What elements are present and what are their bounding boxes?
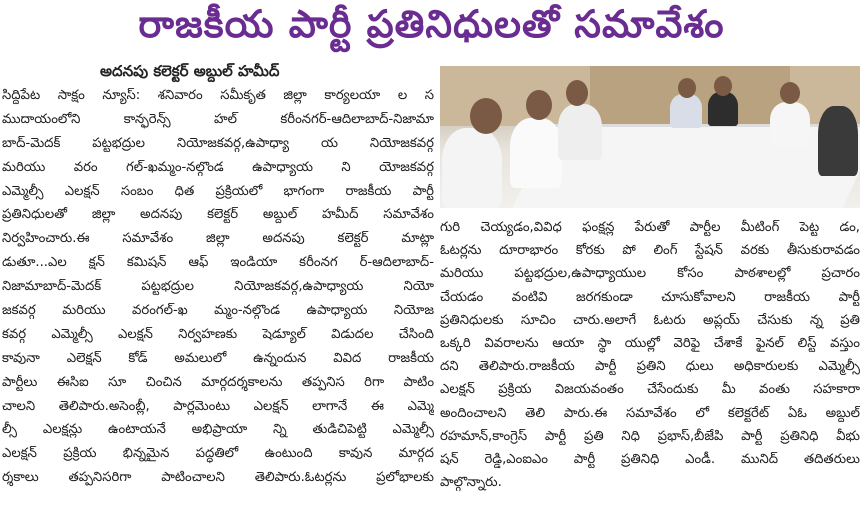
article-line: చేయడం వంటివి జరగకుండా చూసుకోవాలని రాజకీయ పార్టీ: [440, 289, 860, 305]
photo-person-head: [526, 90, 552, 120]
article-line: కావునా ఎలెక్షన్ కోడ్ అమలులో ఉన్నందున వివిద రాజకీయ: [2, 350, 434, 366]
photo-person: [558, 104, 602, 160]
article-line: బాద్-మెదక్ పట్టభద్రుల నియోజకవర్గ,ఉపాధ్యా య నియోజకవర్గ: [2, 135, 434, 151]
article-line: గురి చెయ్యడం,వివిధ ఫంక్షన్ల పేరుతో పార్టీల మీటింగ్ పెట్ట డం,: [440, 220, 860, 235]
article-line: డుతూ...ఎల క్షన్ కమిషన్ ఆఫ్ ఇండియా కరీంనగ ర్-ఆదిలాబాద్-: [2, 255, 434, 271]
byline: అదనపు కలెక్టర్ అబ్దుల్ హమీద్: [100, 62, 280, 80]
headline: రాజకీయ పార్టీ ప్రతినిధులతో సమావేశం: [138, 2, 725, 46]
photo-person: [670, 94, 702, 128]
article-line: పార్టీలు ఈసిఐ సూ చించిన మార్గదర్శకాలను తప్పనిస రిగా పాటిం: [2, 374, 434, 390]
article-line: ఎలక్షన్ ప్రక్రియ భిన్నమైన పద్ధతిలో ఉంటుంది కావున మార్గద: [2, 446, 434, 462]
photo-person-head: [470, 98, 502, 134]
article-line: ఓటర్లను దూరాభారం కోరకు పో లింగ్ స్టేషన్ వరకు తీసుకురావడం: [440, 243, 860, 259]
article-line: ఎలక్షన్ ప్రక్రియ విజయవంతం చేసేందుకు మీ వంతు సహకారా: [440, 382, 860, 398]
article-line: పాల్గొన్నారు.: [440, 475, 502, 491]
meeting-photo: [440, 66, 860, 208]
article-line: నిర్వహించారు.ఈ సమావేశం జిల్లా అదనపు కలెక్టర్ మాట్లా: [2, 231, 434, 247]
article-line: మరియు పట్టభద్రుల,ఉపాధ్యాయుల కోసం పాఠశాలల్లో ప్రచారం: [440, 266, 860, 282]
article-line: మరియు వరం గల్-ఖమ్మం-నల్గొండ ఉపాధ్యాయ ని యోజకవర్గ: [2, 159, 434, 175]
photo-person: [818, 106, 858, 176]
article-line: షన్ రెడ్డి,ఎంఐఎం పార్టీ ప్రతినిధి ఎండీ. మునిద్ తదితరులు: [440, 451, 860, 467]
photo-person: [442, 128, 502, 208]
article-line: ర్శకాలు తప్పనిసరిగా పాటించాలని తెలిపారు.ఓటర్లను ప్రలోభాలకు: [2, 470, 434, 486]
article-line: అందించాలని తెలి పారు.ఈ సమావేశం లో కలెక్టరేట్ ఏఓ అబ్దుల్: [440, 405, 860, 421]
article-line: ఒక్కరి వివరాలను ఆయా స్థా యుల్లో వెరిఫై చేశాకే ఫైనల్ లిస్ట్ వస్తుం: [440, 335, 860, 351]
article-line: దని తెలిపారు.రాజకీయ పార్టీ ప్రతిని ధులు అధికారులకు ఎమ్మెల్సీ: [440, 359, 860, 375]
photo-person-head: [780, 82, 800, 104]
article-line: ల్సీ ఎలక్షన్లు ఉంటాయనే అభిప్రాయా న్ని తుడిచిపెట్టి ఎమ్మెల్సీ: [2, 422, 434, 438]
article-left-column: [2, 84, 434, 514]
article-line: ముదాయంలోని కాన్ఫరెన్స్ హల్ కరీంనగర్-ఆదిలాబాద్-నిజామా: [2, 111, 434, 127]
photo-person-head: [714, 76, 732, 96]
photo-person-head: [678, 78, 696, 98]
photo-person-head: [566, 80, 588, 106]
photo-person: [770, 102, 810, 146]
article-line: ప్రతినిధులతో జిల్లా అదనపు కలెక్టర్ అబ్దుల్ హమీద్ సమావేశం: [2, 207, 434, 223]
article-line: ప్రతినిధులకు సూచిం చారు.అలాగే ఓటరు అప్లయ్ చేసుకు న్న ప్రతి: [440, 312, 860, 328]
article-line: రహమాన్,కాంగ్రెస్ పార్టీ ప్రతి నిధి ప్రభాస్,బీజేపి పార్టీ ప్రతినిధి వీభు: [440, 428, 860, 444]
article-line: జకవర్గ మరియు వరంగల్-ఖ మ్మం-నల్గొండ ఉపాధ్యాయ నియోజ: [2, 303, 434, 319]
article-right-column: [440, 216, 860, 514]
article-line: చాలని తెలిపారు.అసెంబ్లీ, పార్లమెంటు ఎలక్షన్ లాగానే ఈ ఎమ్మె: [2, 398, 434, 414]
article-line: సిద్దిపేట సాక్షం న్యూస్: శనివారం సమీకృత జిల్లా కార్యలయా ల స: [2, 88, 434, 103]
article-line: కవర్గ ఎమ్మెల్సీ ఎలక్షన్ నిర్వహణకు షెడ్యూల్ విడుదల చేసింది: [2, 326, 434, 342]
photo-person: [510, 118, 562, 188]
article-line: ఎమ్మెల్సీ ఎలక్షన్ సంబం ధిత ప్రక్రియలో భాగంగా రాజకీయ పార్టీ: [2, 183, 434, 199]
photo-person: [708, 92, 738, 126]
article-line: నిజామాబాద్-మెదక్ పట్టభద్రుల నియోజకవర్గ,ఉపాధ్యాయ నియో: [2, 279, 434, 295]
